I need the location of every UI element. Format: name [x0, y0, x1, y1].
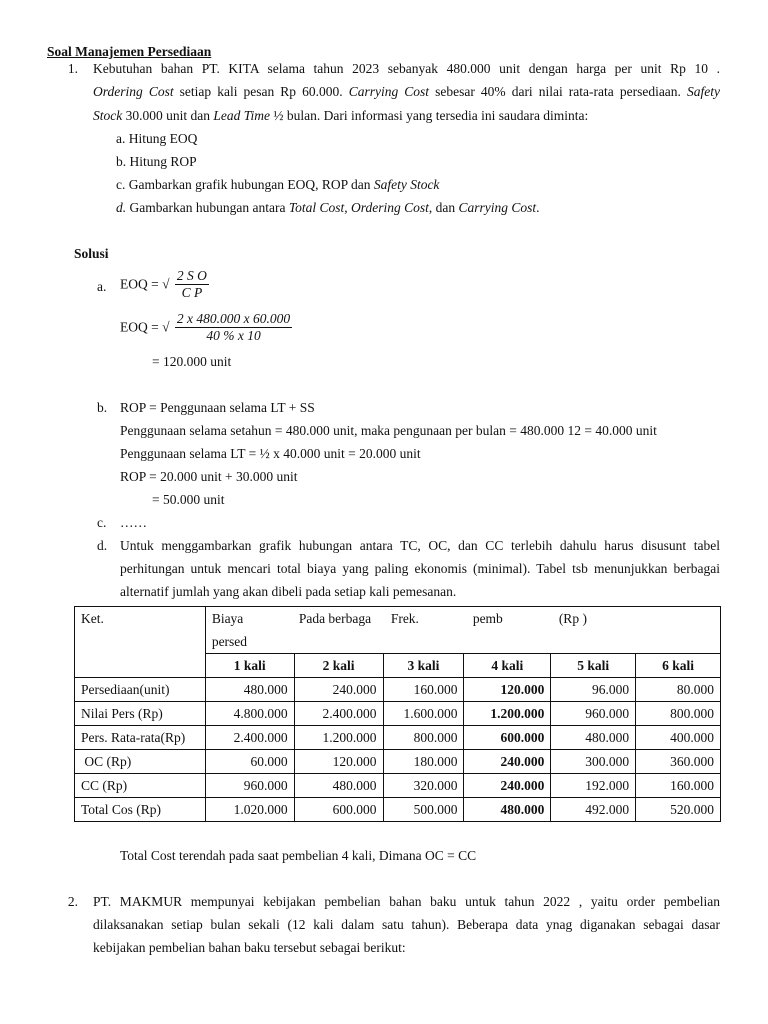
table-cell: 96.000	[551, 678, 636, 702]
table-cell: 120.000	[294, 750, 383, 774]
cost-calculation-table	[74, 606, 721, 822]
solution-d-line-2: perhitungan untuk mencari total biaya yang paling ekonomis (minimal). Tabel tsb menunjukkan berbagai	[120, 561, 720, 576]
solution-d-line-3: alternatif jumlah yang akan dibeli pada setiap kali pemesanan.	[120, 584, 457, 599]
row-label: Persediaan(unit)	[75, 678, 206, 702]
table-cell: 960.000	[205, 774, 294, 798]
solution-c-text: ……	[120, 515, 147, 530]
column-header: 3 kali	[383, 654, 464, 678]
question-2-line-3: kebijakan pembelian bahan baku tersebut sebagai berikut:	[93, 940, 406, 955]
table-row	[75, 798, 721, 822]
eoq-result: = 120.000 unit	[152, 354, 232, 369]
eoq-substitution: EOQ = √ $\frac{2 x 480.000 x 60.000}{40 \% x 10}$	[120, 311, 291, 343]
table-cell: 960.000	[551, 702, 636, 726]
question-2-number: 2.	[67, 894, 78, 909]
question-1-line-2: Ordering Cost setiap kali pesan Rp 60.000. Carrying Cost sebesar 40% dari nilai rata-rata persediaan. Safety	[93, 84, 720, 99]
table-cell: 160.000	[383, 678, 464, 702]
table-cell: 80.000	[636, 678, 721, 702]
column-header: 4 kali	[464, 654, 551, 678]
table-cell: 192.000	[551, 774, 636, 798]
table-cell: 240.000	[464, 774, 551, 798]
row-label: Nilai Pers (Rp)	[75, 702, 206, 726]
table-cell: 800.000	[383, 726, 464, 750]
question-1-item-c: c. Gambarkan grafik hubungan EOQ, ROP dan Safety Stock	[116, 177, 440, 192]
row-label: Total Cos (Rp)	[75, 798, 206, 822]
question-1-item-a: a. Hitung EOQ	[116, 131, 198, 146]
document-title: Soal Manajemen Persediaan	[47, 44, 212, 59]
rop-line-3: Penggunaan selama LT = ½ x 40.000 unit = 20.000 unit	[120, 446, 421, 461]
conclusion-text: Total Cost terendah pada saat pembelian 4 kali, Dimana OC = CC	[120, 848, 477, 863]
table-cell: 240.000	[294, 678, 383, 702]
header-description: Biaya Pada berbaga Frek. pemb (Rp ) persed	[205, 607, 720, 654]
table-cell: 4.800.000	[205, 702, 294, 726]
rop-result: = 50.000 unit	[152, 492, 225, 507]
table-cell: 480.000	[551, 726, 636, 750]
table-cell: 492.000	[551, 798, 636, 822]
table-cell: 300.000	[551, 750, 636, 774]
solution-c-marker: c.	[97, 515, 107, 530]
column-header: 1 kali	[205, 654, 294, 678]
table-cell: 1.600.000	[383, 702, 464, 726]
rop-line-2: Penggunaan selama setahun = 480.000 unit, maka pengunaan per bulan = 480.000 12 = 40.000 unit	[120, 423, 657, 438]
column-header: 5 kali	[551, 654, 636, 678]
table-cell: 600.000	[294, 798, 383, 822]
rop-line-1: ROP = Penggunaan selama LT + SS	[120, 400, 315, 415]
table-row	[75, 726, 721, 750]
table-row	[75, 702, 721, 726]
solusi-heading: Solusi	[74, 246, 109, 261]
table-cell: 1.020.000	[205, 798, 294, 822]
row-label: CC (Rp)	[75, 774, 206, 798]
question-1-item-b: b. Hitung ROP	[116, 154, 197, 169]
table-cell: 500.000	[383, 798, 464, 822]
row-label: Pers. Rata-rata(Rp)	[75, 726, 206, 750]
table-cell: 480.000	[294, 774, 383, 798]
question-1-number: 1.	[67, 61, 78, 76]
eoq-formula: EOQ = √ $\frac{\text{2 S O}}{\text{C P}}$	[120, 268, 207, 300]
solution-a-marker: a.	[97, 279, 107, 294]
table-row	[75, 678, 721, 702]
question-2-line-1: PT. MAKMUR mempunyai kebijakan pembelian bahan baku untuk tahun 2022 , yaitu order pembelian	[93, 894, 720, 909]
table-cell: 360.000	[636, 750, 721, 774]
table-cell: 160.000	[636, 774, 721, 798]
question-1-line-3: Stock 30.000 unit dan Lead Time ½ bulan. Dari informasi yang tersedia ini saudara diminta:	[93, 108, 589, 123]
table-cell: 800.000	[636, 702, 721, 726]
table-row	[75, 750, 721, 774]
table-cell: 2.400.000	[205, 726, 294, 750]
question-1-item-d: d. Gambarkan hubungan antara Total Cost, Ordering Cost, dan Carrying Cost.	[116, 200, 540, 215]
table-cell: 400.000	[636, 726, 721, 750]
question-1-line-1: Kebutuhan bahan PT. KITA selama tahun 2023 sebanyak 480.000 unit dengan harga per unit Rp 10 .	[93, 61, 720, 76]
table-cell: 2.400.000	[294, 702, 383, 726]
question-2-line-2: dilaksanakan setiap bulan sekali (12 kali dalam satu tahun). Beberapa data ynag diganakan sebagai dasar	[93, 917, 720, 932]
solution-d-marker: d.	[97, 538, 108, 553]
column-header: 2 kali	[294, 654, 383, 678]
table-cell: 480.000	[205, 678, 294, 702]
table-cell: 600.000	[464, 726, 551, 750]
table-cell: 320.000	[383, 774, 464, 798]
table-row	[75, 774, 721, 798]
table-cell: 480.000	[464, 798, 551, 822]
table-cell: 180.000	[383, 750, 464, 774]
table-cell: 1.200.000	[464, 702, 551, 726]
solution-d-line-1: Untuk menggambarkan grafik hubungan antara TC, OC, dan CC terlebih dahulu harus disusunt tabel	[120, 538, 720, 553]
table-cell: 60.000	[205, 750, 294, 774]
row-label: OC (Rp)	[75, 750, 206, 774]
rop-line-4: ROP = 20.000 unit + 30.000 unit	[120, 469, 298, 484]
table-cell: 240.000	[464, 750, 551, 774]
table-cell: 120.000	[464, 678, 551, 702]
column-header: 6 kali	[636, 654, 721, 678]
table-cell: 1.200.000	[294, 726, 383, 750]
table-cell: 520.000	[636, 798, 721, 822]
header-ket: Ket.	[75, 607, 206, 678]
solution-b-marker: b.	[97, 400, 108, 415]
